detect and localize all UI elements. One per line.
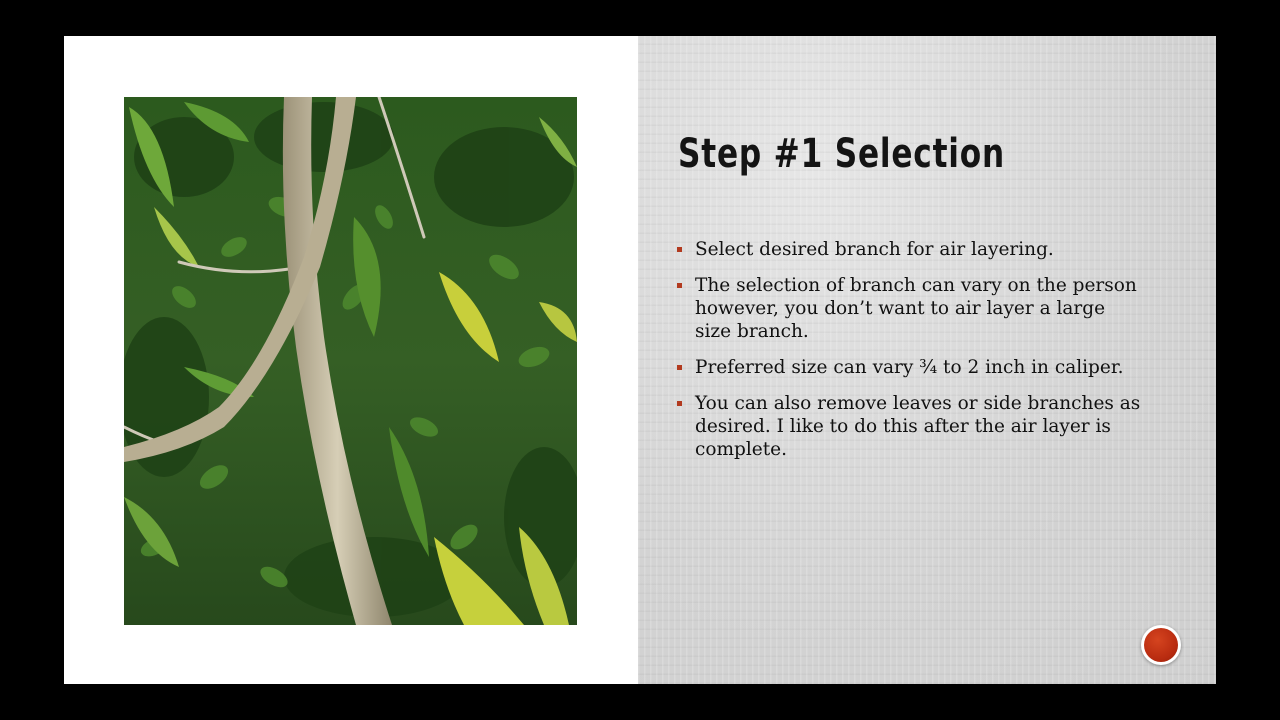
bullet-square-icon bbox=[677, 283, 682, 288]
bullet-item bbox=[676, 392, 1146, 461]
bullet-item bbox=[676, 274, 1146, 343]
branch-photo bbox=[124, 97, 577, 625]
bullet-text: The selection of branch can vary on the person however, you don’t want to air layer a large size branch. bbox=[695, 275, 1137, 342]
bullet-text: You can also remove leaves or side branches as desired. I like to do this after the air layer is complete. bbox=[695, 393, 1141, 460]
bullet-square-icon bbox=[677, 401, 682, 406]
slide-title: Step #1 Selection bbox=[678, 131, 1005, 177]
slide-right-panel bbox=[638, 36, 1216, 684]
bullet-square-icon bbox=[677, 247, 682, 252]
bullet-text: Preferred size can vary ¾ to 2 inch in caliper. bbox=[695, 357, 1124, 378]
slide-nav-button[interactable] bbox=[1141, 625, 1181, 665]
bullet-item bbox=[676, 356, 1146, 379]
bullet-item bbox=[676, 238, 1146, 261]
bullet-square-icon bbox=[677, 365, 682, 370]
red-circle-icon bbox=[1144, 628, 1178, 662]
slide bbox=[64, 36, 1216, 684]
slide-left-panel bbox=[64, 36, 638, 684]
bullet-list bbox=[676, 238, 1146, 474]
bullet-text: Select desired branch for air layering. bbox=[695, 239, 1054, 260]
